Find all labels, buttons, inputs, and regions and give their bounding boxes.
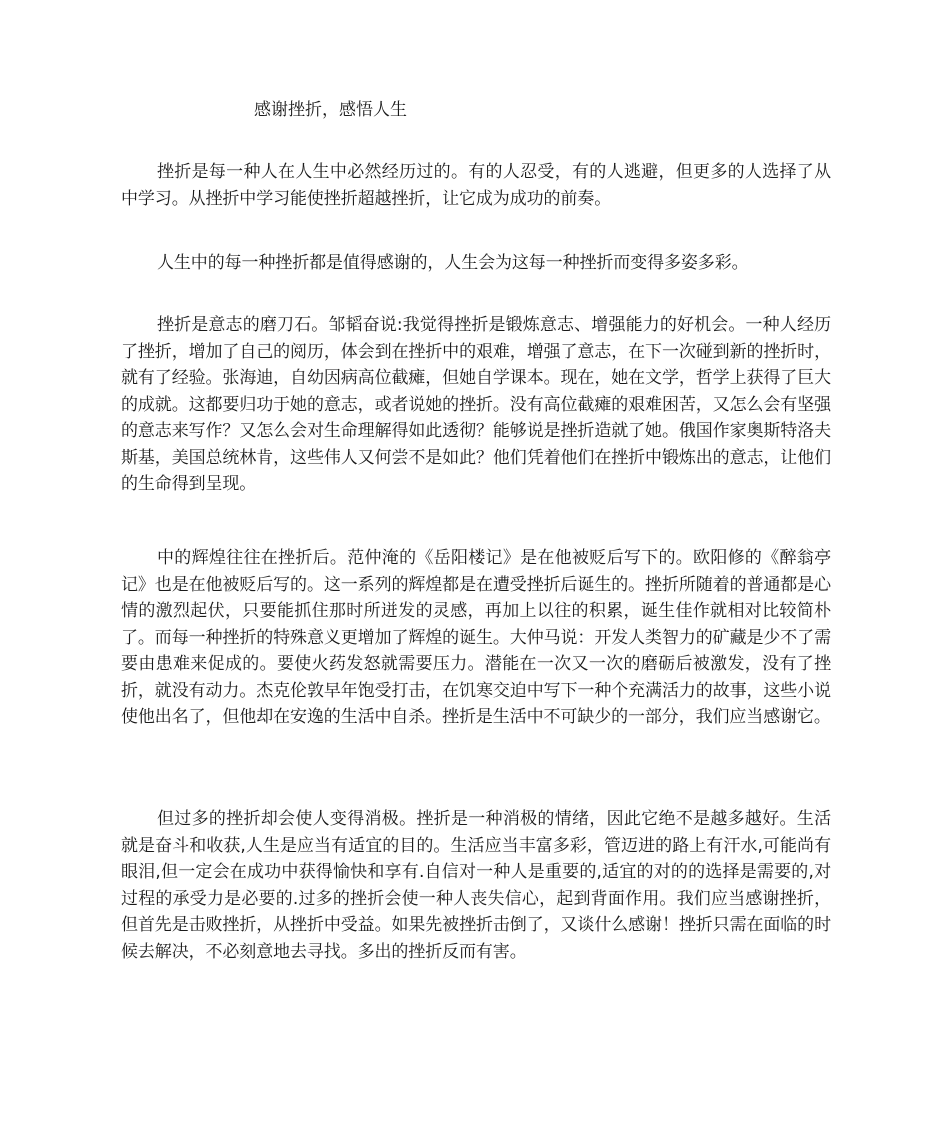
document-title: 感谢挫折，感悟人生 xyxy=(254,100,407,120)
paragraph-5: 但过多的挫折却会使人变得消极。挫折是一种消极的情绪，因此它绝不是越多越好。生活就是奋斗和收获,人生是应当有适宜的目的。生活应当丰富多彩，管迈进的路上有汗水,可能尚有眼泪,但一定会在成功中获得愉快和享有.自信对一种人是重要的,适宜的对的的选择是需要的,对过程的承受力是必要的.过多的挫折会使一种人丧失信心，起到背面作用。我们应当感谢挫折，但首先是击败挫折，从挫折中受益。如果先被挫折击倒了，又谈什么感谢！挫折只需在面临的时候去解决，不必刻意地去寻找。多出的挫折反而有害。 xyxy=(121,809,831,962)
paragraph-2: 人生中的每一种挫折都是值得感谢的，人生会为这每一种挫折而变得多姿多彩。 xyxy=(157,253,749,273)
paragraph-3: 挫折是意志的磨刀石。邹韬奋说:我觉得挫折是锻炼意志、增强能力的好机会。一种人经历了挫折，增加了自己的阅历，体会到在挫折中的艰难，增强了意志，在下一次碰到新的挫折时，就有了经验。张海迪，自幼因病高位截瘫，但她自学课本。现在，她在文学，哲学上获得了巨大的成就。这都要归功于她的意志，或者说她的挫折。没有高位截瘫的艰难困苦，又怎么会有坚强的意志来写作？又怎么会对生命理解得如此透彻？能够说是挫折造就了她。俄国作家奥斯特洛夫斯基，美国总统林肯，这些伟人又何尝不是如此？他们凭着他们在挫折中锻炼出的意志，让他们的生命得到呈现。 xyxy=(121,315,831,494)
paragraph-4: 中的辉煌往往在挫折后。范仲淹的《岳阳楼记》是在他被贬后写下的。欧阳修的《醉翁亭记》也是在他被贬后写的。这一系列的辉煌都是在遭受挫折后诞生的。挫折所随着的普通都是心情的激烈起伏，只要能抓住那时所迸发的灵感，再加上以往的积累，诞生佳作就相对比较简朴了。而每一种挫折的特殊意义更增加了辉煌的诞生。大仲马说：开发人类智力的矿藏是少不了需要由患难来促成的。要使火药发怒就需要压力。潜能在一次又一次的磨砺后被激发，没有了挫折，就没有动力。杰克伦敦早年饱受打击，在饥寒交迫中写下一种个充满活力的故事，这些小说使他出名了，但他却在安逸的生活中自杀。挫折是生活中不可缺少的一部分，我们应当感谢它。 xyxy=(121,548,831,727)
paragraph-1: 挫折是每一种人在人生中必然经历过的。有的人忍受，有的人逃避，但更多的人选择了从中学习。从挫折中学习能使挫折超越挫折，让它成为成功的前奏。 xyxy=(121,162,831,209)
